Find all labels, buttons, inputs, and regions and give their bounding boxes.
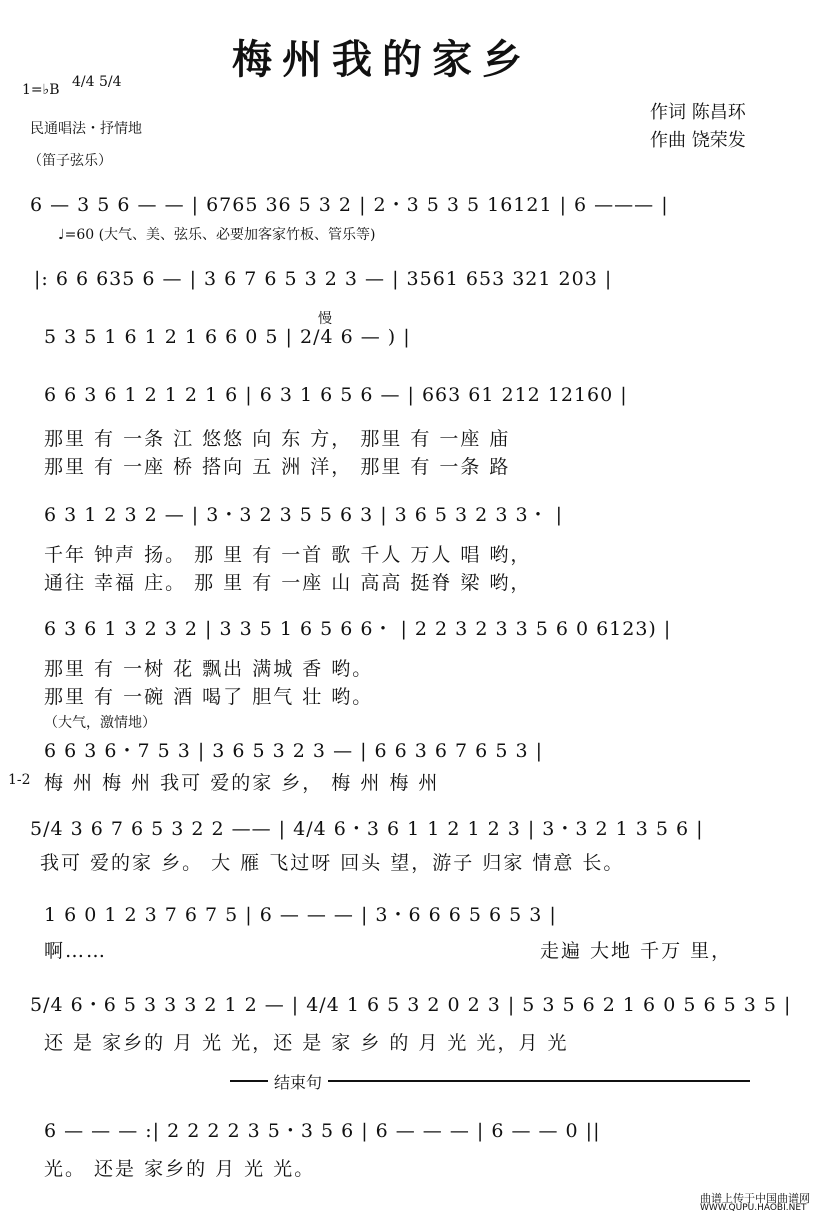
intro-line-2: |: 6 6 635 6 — | 3 6 7 6 5 3 2 3 — | 3561 653 321 203 | xyxy=(34,268,613,290)
verse-lyric-2a: 千年 钟声 扬。 那 里 有 一首 歌 千人 万人 唱 哟， xyxy=(44,544,532,566)
page-title: 梅州我的家乡 xyxy=(232,36,532,83)
verse-lyric-1b: 那里 有 一座 桥 搭向 五 洲 洋， 那里 有 一条 路 xyxy=(44,456,511,478)
intro-line-1: 6 — 3 5 6 — — | 6765 36 5 3 2 | 2・3 5 3 5 16121 | 6 ——— | xyxy=(30,194,669,216)
verse-lyric-3b: 那里 有 一碗 酒 喝了 胆气 壮 哟。 xyxy=(44,686,374,708)
chorus-lyric-3a: 啊…… xyxy=(44,940,108,962)
time-signature-a: 4/4 xyxy=(72,74,95,90)
repeat-mark: 1-2 xyxy=(8,772,31,788)
verse-notes-1: 6 6 3 6 1 2 1 2 1 6 | 6 3 1 6 5 6 — | 663 61 212 12160 | xyxy=(44,384,628,406)
mood-marking: （大气，激情地） xyxy=(44,715,156,731)
footer-source: 曲谱上传于中国曲谱网 xyxy=(700,1192,810,1205)
chorus-notes-4: 5/4 6・6 5 3 3 3 2 1 2 — | 4/4 1 6 5 3 2 0 2 3 | 5 3 5 6 2 1 6 0 5 6 5 3 5 | xyxy=(30,994,792,1016)
verse-lyric-1a: 那里 有 一条 江 悠悠 向 东 方， 那里 有 一座 庙 xyxy=(44,428,511,450)
key-signature: 1=♭B xyxy=(22,82,60,98)
chorus-lyric-5: 光。 还是 家乡的 月 光 光。 xyxy=(44,1158,316,1180)
lyricist: 作词 陈昌环 xyxy=(650,102,746,123)
intro-line-3: 5 3 5 1 6 1 2 1 6 6 0 5 | 2/4 6 — ) | xyxy=(44,326,411,348)
chorus-lyric-1: 梅 州 梅 州 我可 爱的家 乡， 梅 州 梅 州 xyxy=(44,772,440,794)
instrument-note: （笛子弦乐） xyxy=(28,153,112,169)
ending-label: 结束句 xyxy=(268,1070,328,1093)
chorus-notes-2: 5/4 3 6 7 6 5 3 2 2 —— | 4/4 6・3 6 1 1 2 1 2 3 | 3・3 2 1 3 5 6 | xyxy=(30,818,704,840)
performance-style: 民通唱法・抒情地 xyxy=(30,121,142,137)
verse-lyric-3a: 那里 有 一树 花 飘出 满城 香 哟。 xyxy=(44,658,374,680)
chorus-lyric-2: 我可 爱的家 乡。 大 雁 飞过呀 回头 望，游子 归家 情意 长。 xyxy=(40,852,625,874)
composer: 作曲 饶荣发 xyxy=(650,130,746,151)
chorus-notes-3: 1 6 0 1 2 3 7 6 7 5 | 6 — — — | 3・6 6 6 5 6 5 3 | xyxy=(44,904,557,926)
chorus-lyric-3b: 走遍 大地 千万 里， xyxy=(540,940,733,962)
chorus-notes-1: 6 6 3 6・7 5 3 | 3 6 5 3 2 3 — | 6 6 3 6 7 6 5 3 | xyxy=(44,740,543,762)
slow-marking: 慢 xyxy=(318,311,332,327)
chorus-lyric-4: 还 是 家乡的 月 光 光，还 是 家 乡 的 月 光 光，月 光 xyxy=(44,1032,569,1054)
verse-notes-3: 6 3 6 1 3 2 3 2 | 3 3 5 1 6 5 6 6・ | 2 2 3 2 3 3 5 6 0 6123) | xyxy=(44,618,672,640)
verse-notes-2: 6 3 1 2 3 2 — | 3・3 2 3 5 5 6 3 | 3 6 5 3 2 3 3・ | xyxy=(44,504,563,526)
chorus-notes-5: 6 — — — :| 2 2 2 2 3 5・3 5 6 | 6 — — — | 6 — — 0 || xyxy=(44,1120,601,1142)
tempo-marking: ♩=60 (大气、美、弦乐、必要加客家竹板、管乐等) xyxy=(58,227,376,243)
time-signature-b: 5/4 xyxy=(98,74,122,90)
verse-lyric-2b: 通往 幸福 庄。 那 里 有 一座 山 高高 挺脊 梁 哟， xyxy=(44,572,532,594)
time-signature-list xyxy=(72,74,122,90)
footer-url: WWW.QUPU.HAOBI.NET xyxy=(700,1203,807,1213)
